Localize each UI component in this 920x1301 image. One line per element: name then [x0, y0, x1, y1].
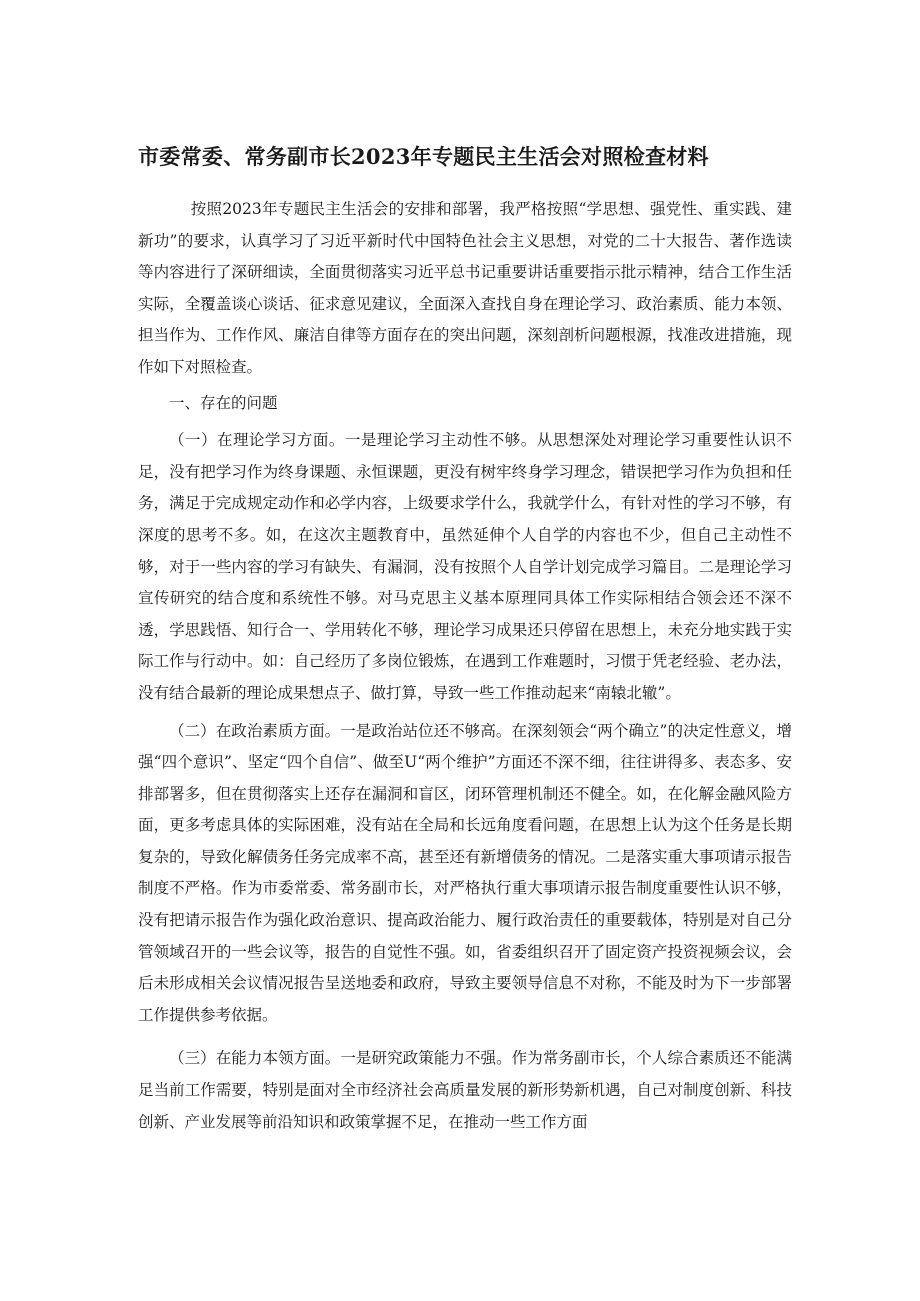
- document-page: [138, 142, 792, 1138]
- paragraph-ability: （三）在能力本领方面。一是研究政策能力不强。作为常务副市长，个人综合素质还不能满足当前工作需要，特别是面对全市经济社会高质量发展的新形势新机遇，自己对制度创新、科技创新、产业发展等前沿知识和政策掌握不足，在推动一些工作方面: [138, 1049, 792, 1131]
- document-title: 市委常委、常务副市长2023年专题民主生活会对照检查材料: [138, 144, 709, 169]
- section-heading: 一、存在的问题: [169, 393, 278, 412]
- paragraph-theory-study: （一）在理论学习方面。一是理论学习主动性不够。从思想深处对理论学习重要性认识不足，没有把学习作为终身课题、永恒课题，更没有树牢终身学习理念，错误把学习作为负担和任务，满足于完成规定动作和必学内容，上级要求学什么，我就学什么，有针对性的学习不够，有深度的思考不多。如，在这次主题教育中，虽然延伸个人自学的内容也不少，但自己主动性不够，对于一些内容的学习有缺失、有漏洞，没有按照个人自学计划完成学习篇目。二是理论学习宣传研究的结合度和系统性不够。对马克思主义基本原理同具体工作实际相结合领会还不深不透，学思践悟、知行合一、学用转化不够，理论学习成果还只停留在思想上，未充分地实践于实际工作与行动中。如：自己经历了多岗位锻炼，在遇到工作难题时，习惯于凭老经验、老办法，没有结合最新的理论成果想点子、做打算，导致一些工作推动起来“南辕北辙”。: [138, 431, 792, 702]
- paragraph-political-quality: （二）在政治素质方面。一是政治站位还不够高。在深刻领会“两个确立”的决定性意义，增强“四个意识”、坚定“四个自信”、做至U“两个维护”方面还不深不细，往往讲得多、表态多、安排部署多，但在贯彻落实上还存在漏洞和盲区，闭环管理机制还不健全。如，在化解金融风险方面，更多考虑具体的实际困难，没有站在全局和长远角度看问题，在思想上认为这个任务是长期复杂的，导致化解债务任务完成率不高，甚至还有新增债务的情况。二是落实重大事项请示报告制度不严格。作为市委常委、常务副市长，对严格执行重大事项请示报告制度重要性认识不够，没有把请示报告作为强化政治意识、提高政治能力、履行政治责任的重要载体，特别是对自己分管领域召开的一些会议等，报告的自觉性不强。如，省委组织召开了固定资产投资视频会议，会后未形成相关会议情况报告呈送地委和政府，导致主要领导信息不对称，不能及时为下一步部署工作提供参考依据。: [138, 721, 792, 1024]
- intro-paragraph: 按照2023年专题民主生活会的安排和部署，我严格按照“学思想、强党性、重实践、建新功”的要求，认真学习了习近平新时代中国特色社会主义思想，对党的二十大报告、著作选读等内容进行了深研细读，全面贯彻落实习近平总书记重要讲话重要指示批示精神，结合工作生活实际，全覆盖谈心谈话、征求意见建议，全面深入查找自身在理论学习、政治素质、能力本领、担当作为、工作作风、廉洁自律等方面存在的突出问题，深刻剖析问题根源，找准改进措施，现作如下对照检查。: [138, 200, 792, 376]
